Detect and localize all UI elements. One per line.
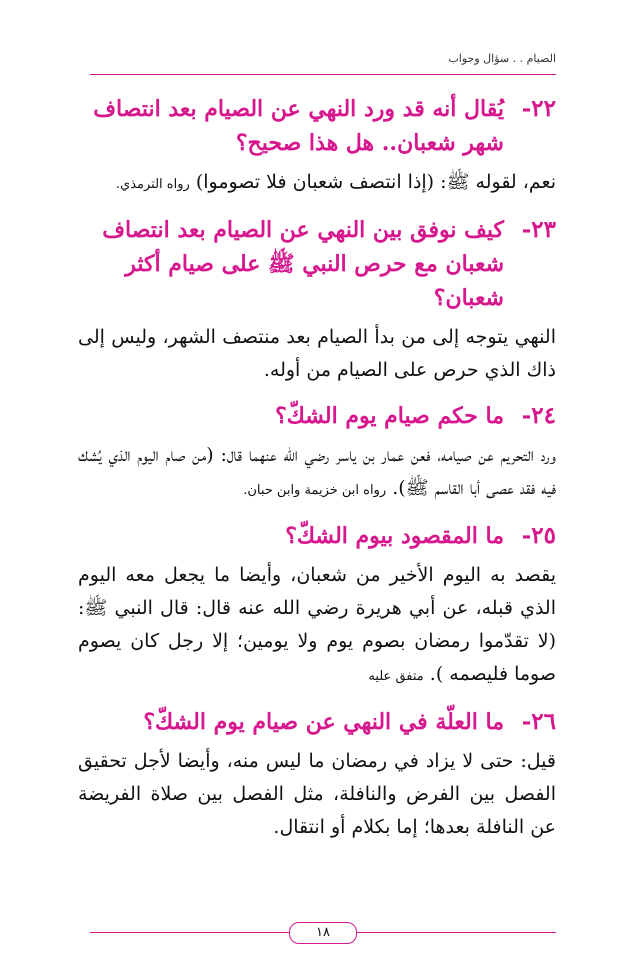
- answer-22: [78, 166, 556, 201]
- answer-23: [78, 321, 556, 387]
- hadith-source: متفق عليه: [368, 669, 424, 684]
- question-number: ٢٦-: [521, 708, 556, 735]
- hadith-source: رواه الترمذي.: [115, 177, 190, 192]
- answer-text: قيل: حتى لا يزاد في رمضان ما ليس منه، وأيضا لأجل تحقيق الفصل بين الفرض والنافلة، مثل الفصل بين صلاة الفريضة عن النافلة بعدها؛ إما بكلام أو انتقال.: [78, 750, 556, 838]
- question-22: [78, 92, 556, 160]
- answer-text: نعم، لقوله ﷺ: (إذا انتصف شعبان فلا تصوموا): [195, 171, 556, 193]
- question-number: ٢٢-: [521, 95, 556, 122]
- question-text: كيف نوفق بين النهي عن الصيام بعد انتصاف شعبان مع حرص النبي ﷺ على صيام أكثر شعبان؟: [102, 217, 504, 311]
- question-text: ما العلّة في النهي عن صيام يوم الشكّ؟: [143, 709, 504, 735]
- question-25: [78, 519, 556, 553]
- running-header: الصيام . . سؤال وجواب: [448, 52, 556, 65]
- page-number: ١٨: [289, 922, 357, 944]
- question-text: ما المقصود بيوم الشكّ؟: [285, 523, 504, 549]
- answer-24: [78, 439, 556, 507]
- question-text: ما حكم صيام يوم الشكّ؟: [275, 403, 504, 429]
- answer-text: ورد التحريم عن صيامه، فعن عمار بن ياسر رضي الله عنهما قال: (من صام اليوم الذي يُشك فيه فقد عصى أبا القاسم ﷺ).: [78, 444, 556, 499]
- answer-text: يقصد به اليوم الأخير من شعبان، وأيضا ما يجعل معه اليوم الذي قبله، عن أبي هريرة رضي الله عنه قال: قال النبي ﷺ: (لا تقدّموا رمضان بصوم يوم ولا يومين؛ إلا رجل كان يصوم صوما فليصمه ).: [78, 564, 556, 685]
- question-text: يُقال أنه قد ورد النهي عن الصيام بعد انتصاف شهر شعبان.. هل هذا صحيح؟: [93, 96, 504, 156]
- answer-text: النهي يتوجه إلى من بدأ الصيام بعد منتصف الشهر، وليس إلى ذاك الذي حرص على الصيام من أوله.: [78, 326, 556, 381]
- qa-content: [78, 92, 556, 856]
- question-number: ٢٤-: [521, 402, 556, 429]
- question-number: ٢٥-: [521, 522, 556, 549]
- header-divider: [90, 74, 556, 75]
- question-24: [78, 399, 556, 433]
- answer-26: [78, 745, 556, 844]
- question-26: [78, 705, 556, 739]
- question-number: ٢٣-: [521, 216, 556, 243]
- answer-25: [78, 559, 556, 693]
- hadith-source: رواه ابن خزيمة وابن حبان.: [243, 483, 387, 498]
- question-23: [78, 213, 556, 315]
